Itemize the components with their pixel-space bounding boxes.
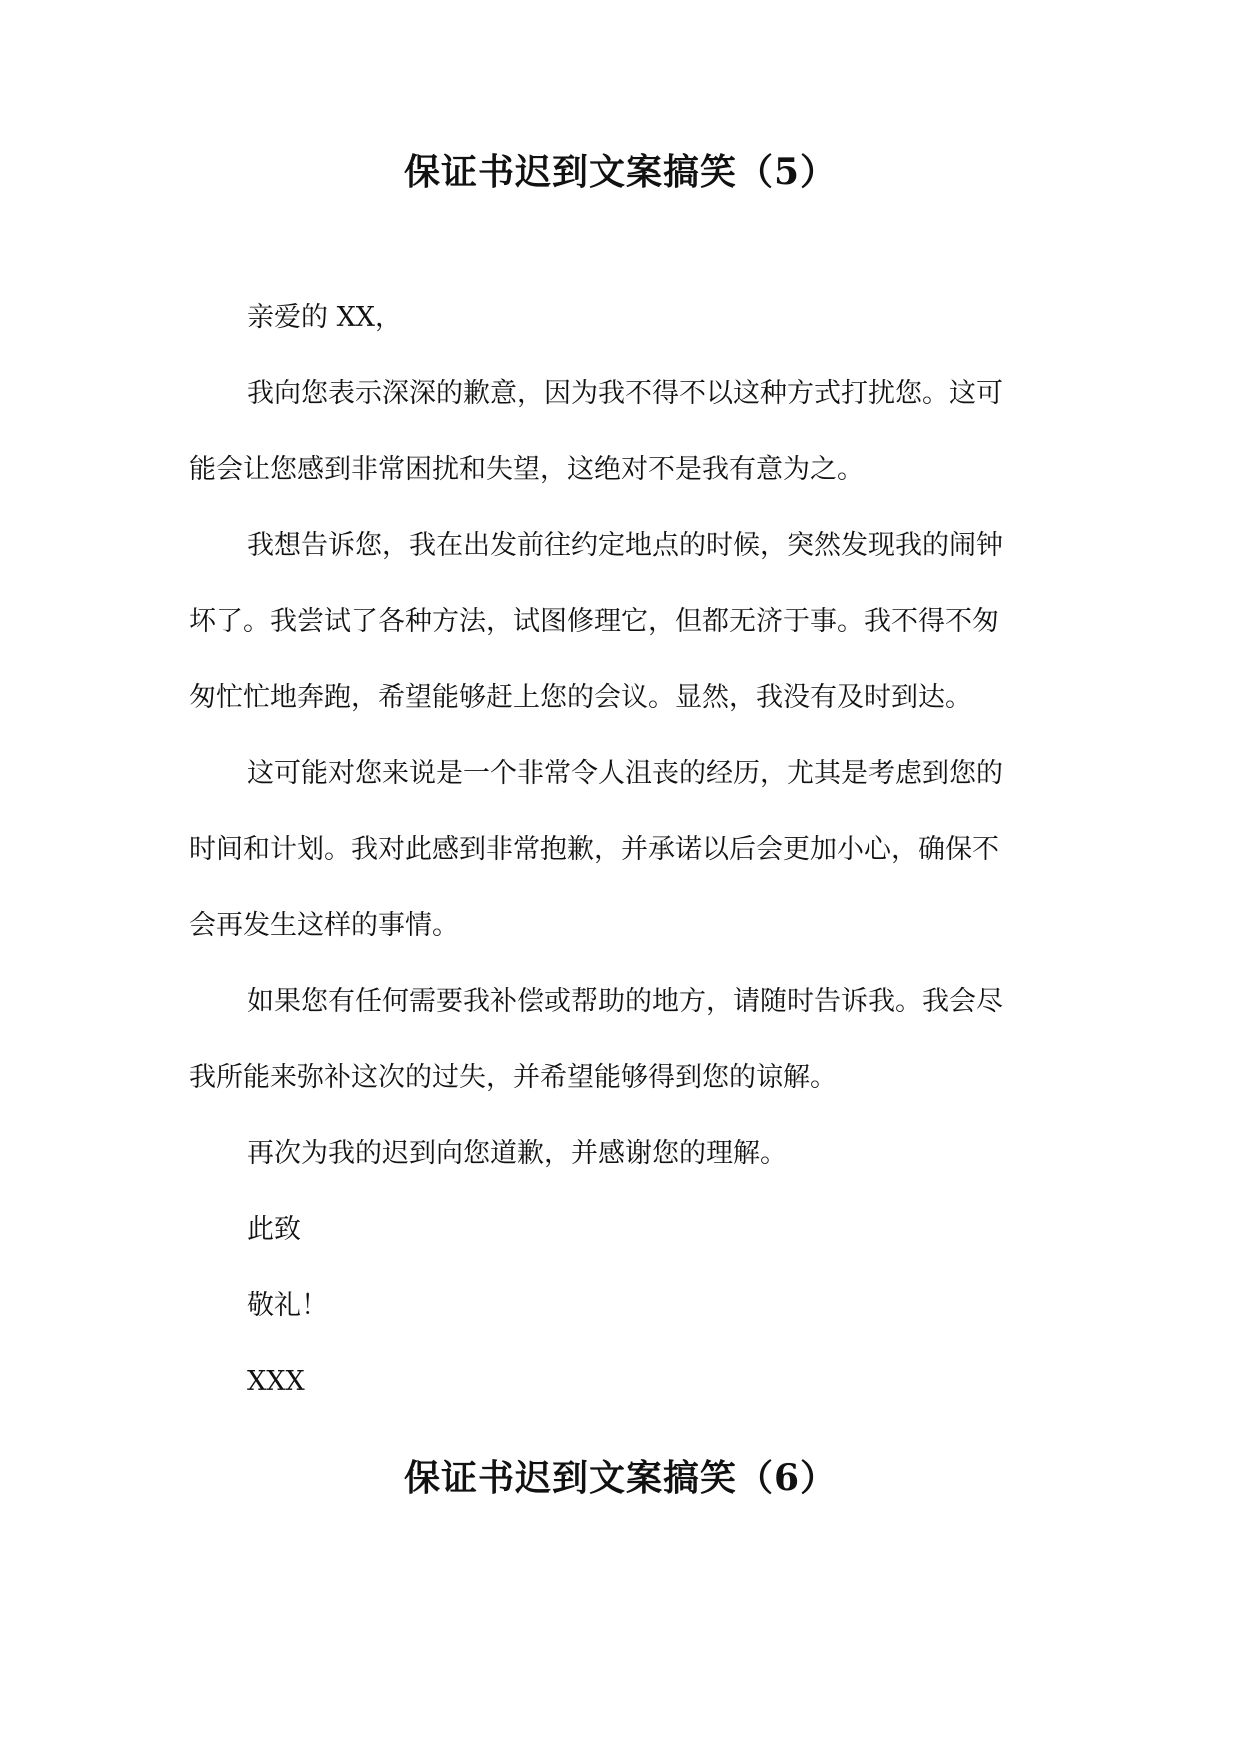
- closing-line: 此致: [247, 1214, 301, 1245]
- paragraph-line: 时间和计划。我对此感到非常抱歉，并承诺以后会更加小心，确保不: [189, 834, 999, 865]
- paragraph-line: 这可能对您来说是一个非常令人沮丧的经历，尤其是考虑到您的: [247, 758, 1003, 789]
- letter-body: [189, 280, 1059, 1420]
- signature: XXX: [247, 1366, 305, 1397]
- salutation: 亲爱的 XX，: [247, 302, 403, 333]
- paragraph-line: 能会让您感到非常困扰和失望，这绝对不是我有意为之。: [189, 454, 864, 485]
- paragraph-line: 坏了。我尝试了各种方法，试图修理它，但都无济于事。我不得不匆: [189, 606, 999, 637]
- closing-line: 敬礼！: [247, 1290, 328, 1321]
- paragraph-line: 我想告诉您，我在出发前往约定地点的时候，突然发现我的闹钟: [247, 530, 1003, 561]
- document-title: 保证书迟到文案搞笑（5）: [403, 151, 838, 193]
- paragraph-line: 再次为我的迟到向您道歉，并感谢您的理解。: [247, 1138, 787, 1169]
- paragraph-line: 如果您有任何需要我补偿或帮助的地方，请随时告诉我。我会尽: [247, 986, 1003, 1017]
- paragraph-line: 会再发生这样的事情。: [189, 910, 459, 941]
- paragraph-line: 我所能来弥补这次的过失，并希望能够得到您的谅解。: [189, 1062, 837, 1093]
- paragraph-line: 匆忙忙地奔跑，希望能够赶上您的会议。显然，我没有及时到达。: [189, 682, 972, 713]
- paragraph-line: 我向您表示深深的歉意，因为我不得不以这种方式打扰您。这可: [247, 378, 1003, 409]
- next-section-title: 保证书迟到文案搞笑（6）: [403, 1457, 838, 1499]
